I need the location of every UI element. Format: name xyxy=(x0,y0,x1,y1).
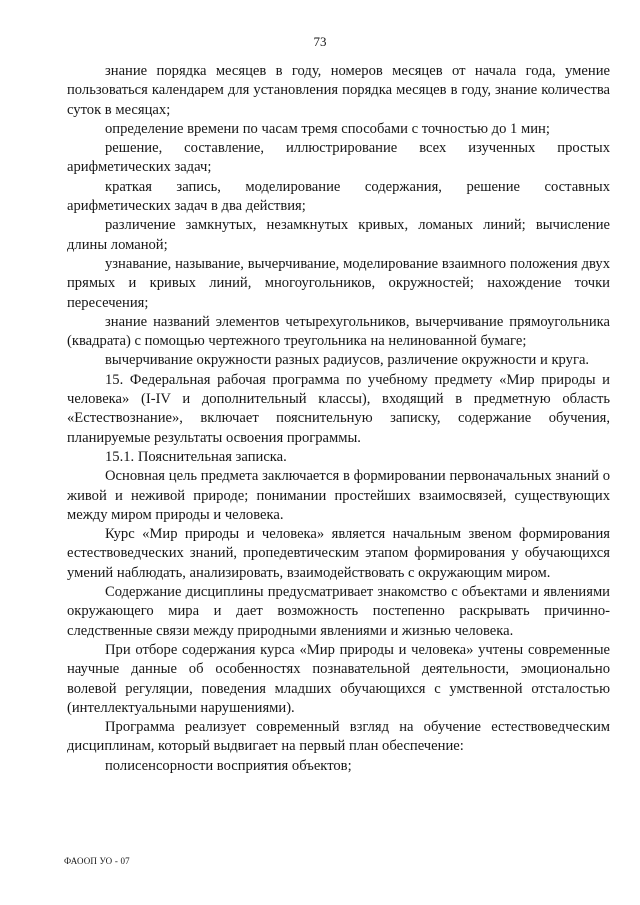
paragraph: узнавание, называние, вычерчивание, моделирование взаимного положения двух прямых и кривых линий, многоугольников, окружностей; нахождение точки пересечения; xyxy=(67,255,610,311)
paragraph: полисенсорности восприятия объектов; xyxy=(105,757,352,774)
paragraph: Содержание дисциплины предусматривает знакомство с объектами и явлениями окружающего мира и дает возможность постепенно раскрывать причинно-следственные связи между природными явлениями и жизнью человека. xyxy=(67,584,610,639)
paragraph: знание порядка месяцев в году, номеров месяцев от начала года, умение пользоваться календарем для установления порядка месяцев в году, знание количества суток в месяцах; xyxy=(67,63,610,118)
paragraph: вычерчивание окружности разных радиусов, различение окружности и круга. xyxy=(105,352,590,369)
body-text xyxy=(67,62,610,776)
paragraph: знание названий элементов четырехугольников, вычерчивание прямоугольника (квадрата) с помощью чертежного треугольника на нелинованной бумаге; xyxy=(67,313,610,350)
paragraph: краткая запись, моделирование содержания, решение составных арифметических задач в два действия; xyxy=(67,178,610,215)
paragraph: различение замкнутых, незамкнутых кривых, ломаных линий; вычисление длины ломаной; xyxy=(67,217,610,253)
paragraph: Основная цель предмета заключается в формировании первоначальных знаний о живой и неживой природе; понимании простейших взаимосвязей, существующих между миром природы и человека. xyxy=(67,468,610,523)
paragraph: При отборе содержания курса «Мир природы и человека» учтены современные научные данные об особенностях познавательной деятельности, эмоционально волевой регуляции, поведения младших обучающихся с умственной отсталостью (интеллектуальными нарушениями). xyxy=(67,641,610,716)
paragraph: Курс «Мир природы и человека» является начальным звеном формирования естествоведческих знаний, пропедевтическим этапом формирования у обучающихся умений наблюдать, анализировать, взаимодействовать с окружающим миром. xyxy=(67,526,610,581)
page-number: 73 xyxy=(313,34,327,49)
paragraph: определение времени по часам тремя способами с точностью до 1 мин; xyxy=(105,120,550,137)
paragraph: Программа реализует современный взгляд на обучение естествоведческим дисциплинам, который выдвигает на первый план обеспечение: xyxy=(67,719,610,755)
paragraph: 15. Федеральная рабочая программа по учебному предмету «Мир природы и человека» (I-IV и дополнительный классы), входящий в предметную область «Естествознание», включает пояснительную записку, содержание обучения, планируемые результаты освоения программы. xyxy=(67,371,610,446)
paragraph: 15.1. Пояснительная записка. xyxy=(105,448,287,465)
footer-code: ФАООП УО - 07 xyxy=(64,856,130,866)
paragraph: решение, составление, иллюстрирование всех изученных простых арифметических задач; xyxy=(67,140,610,176)
